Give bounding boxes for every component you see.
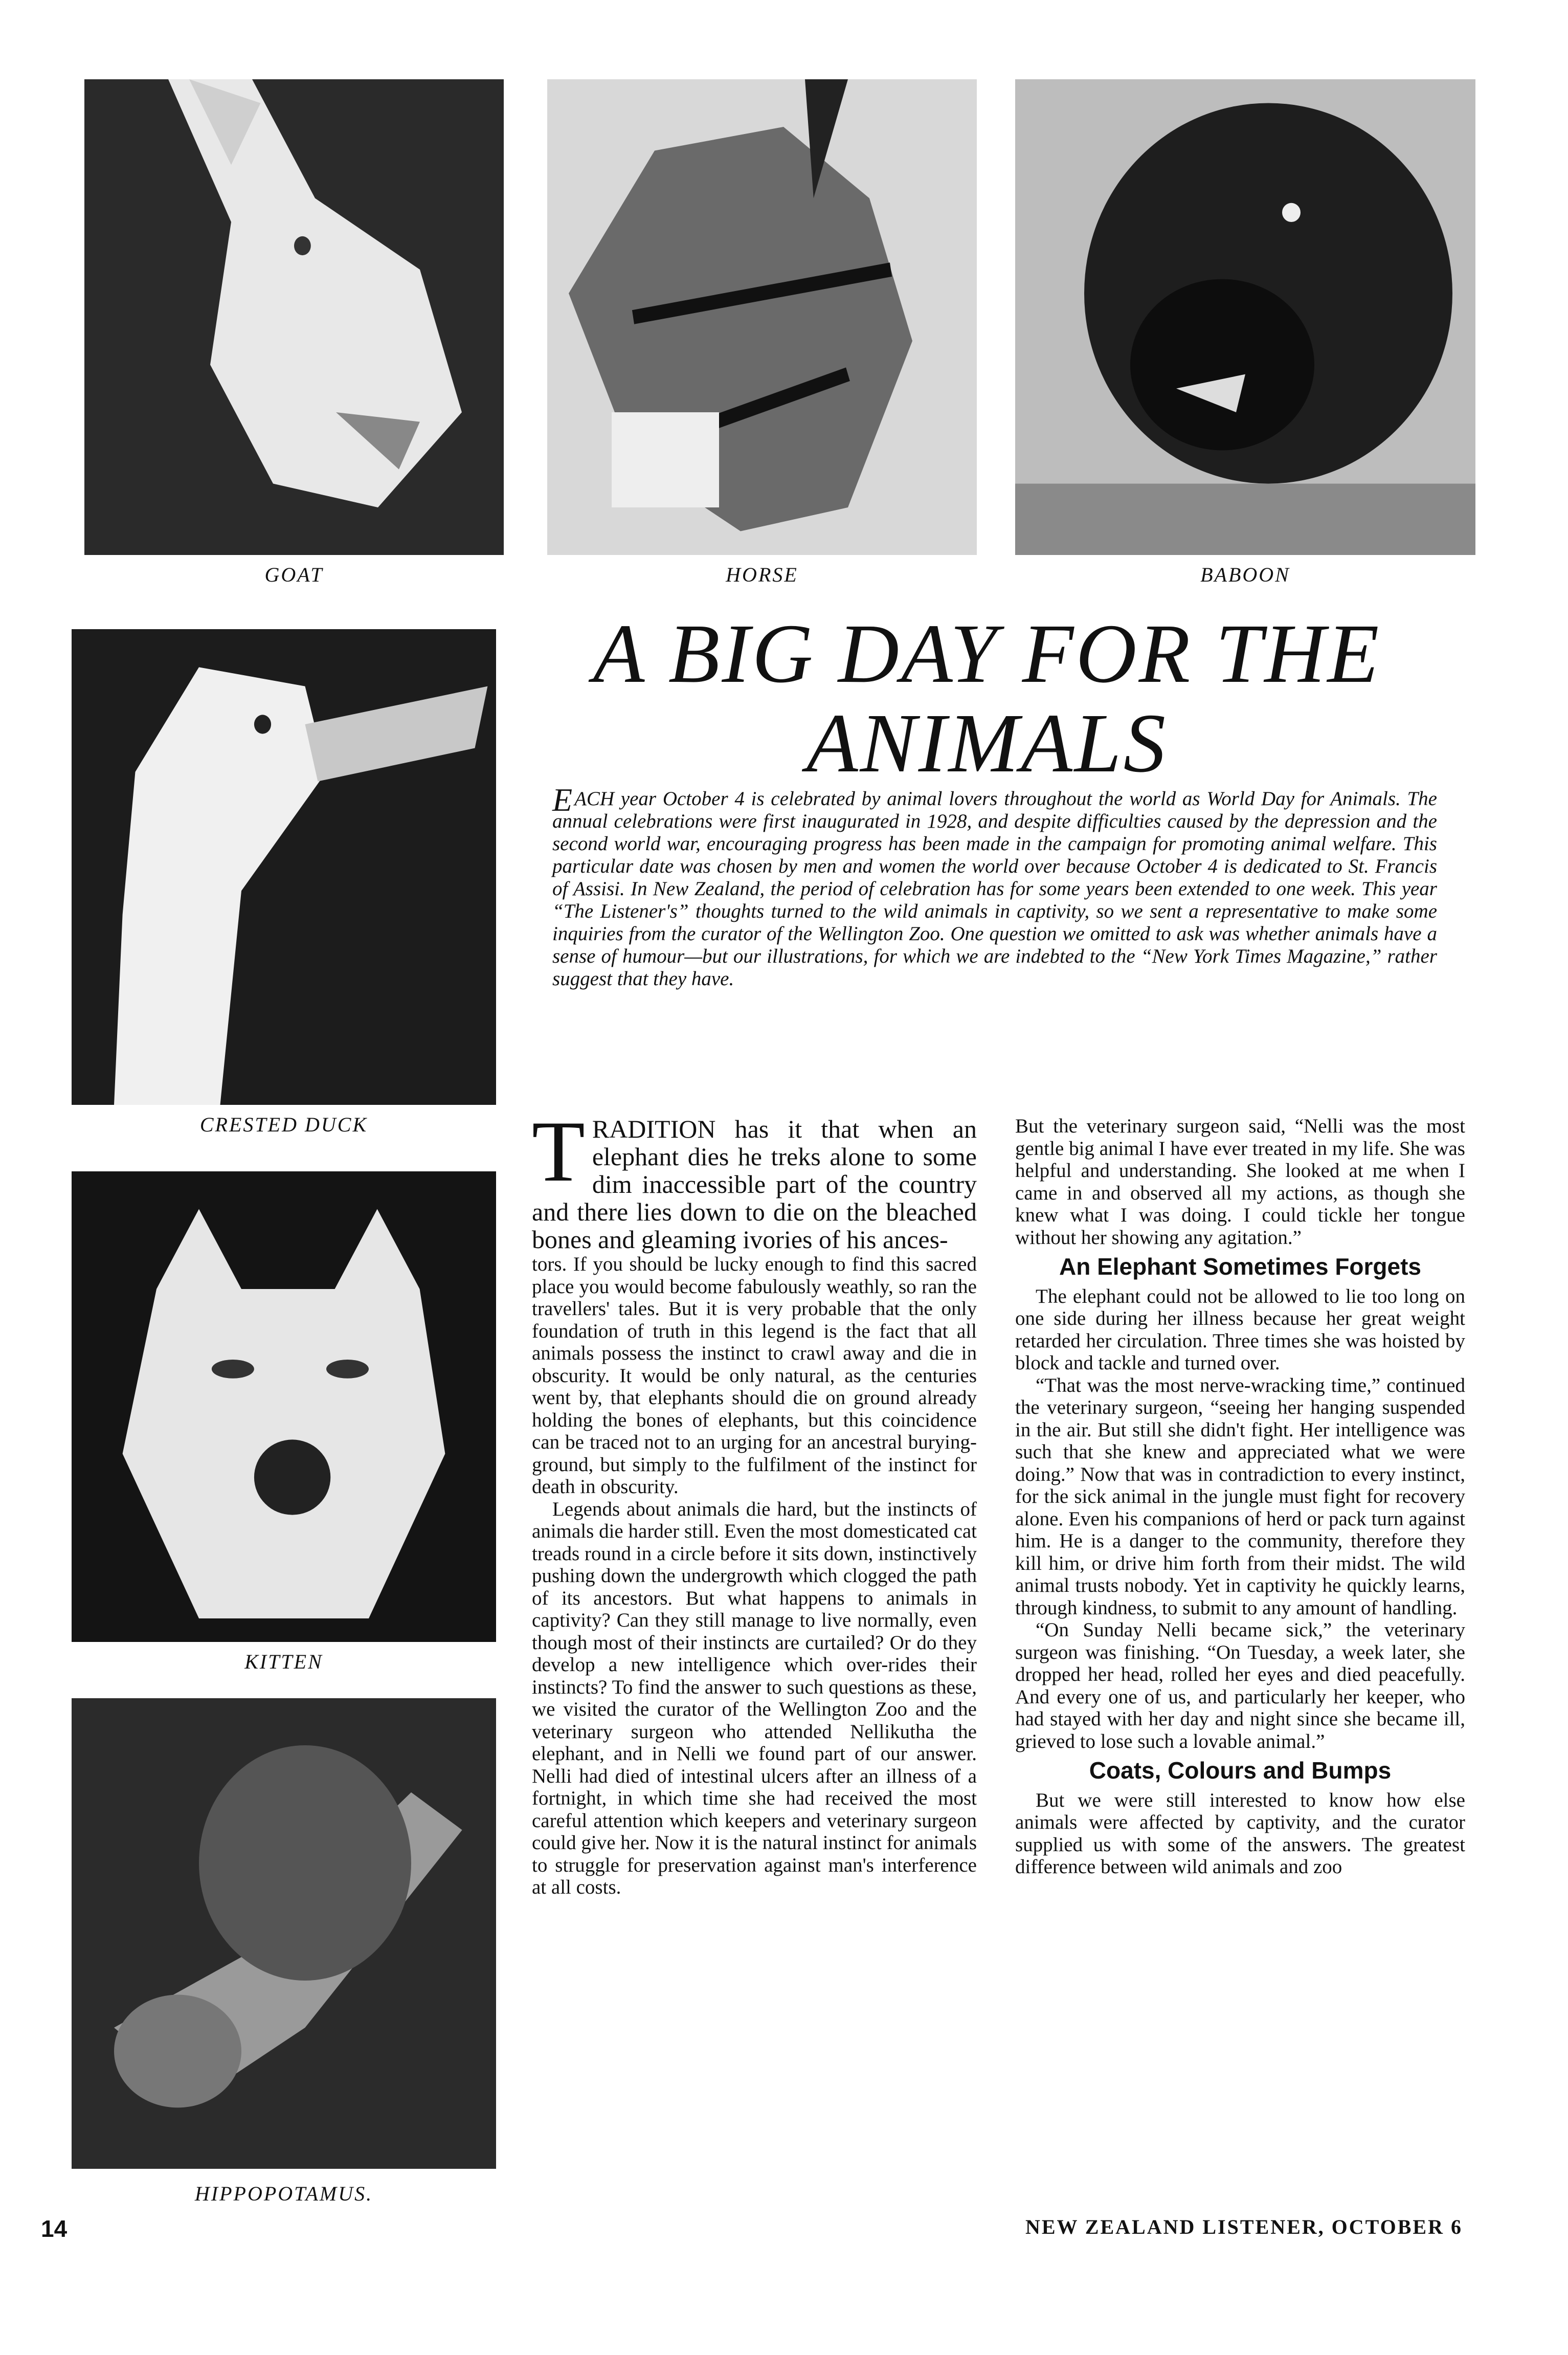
intro-text: ACH year October 4 is celebrated by animal lovers throughout the world as World Day for Animals. The annual celebrations were first inaugurated in 1928, and despite difficulties caused by the depression and the second world war, encouraging progress has been made in the campaign for promoting animal welfare. This particular date was chosen by men and women the world over because October 4 is dedicated to St. Francis of Assisi. In New Zealand, the period of celebration has for some years been extended to one week. This year “The Listener's” thoughts turned to the wild animals in captivity, so we sent a representative to make some inquiries from the curator of the Wellington Zoo. One question we omitted to ask was whether animals have a sense of humour—but our illustrations, for which we are indebted to the “New York Times Magazine,” rather suggest that they have. (552, 788, 1437, 990)
article-column-2 (1015, 1115, 1465, 1878)
article-column-1 (532, 1103, 977, 1899)
lead-paragraph: TRADITION has it that when an elephant dies he treks alone to some dim inaccessible part of the country and there lies down to die on the bleached bones and gleaming ivories of his ances- (532, 1103, 977, 1254)
horse-caption: HORSE (726, 563, 798, 586)
baboon-photo (1015, 79, 1475, 555)
kitten-photo (72, 1171, 496, 1642)
drop-cap: T (532, 1103, 585, 1199)
paragraph: “That was the most nerve-wracking time,” continued the veterinary surgeon, “seeing her hanging suspended in the air. But still she didn't fight. Her intelligence was such that she knew and appreciated what we were doing.” Now that was in contradiction to every instinct, for the sick animal in the jungle must fight for recovery alone. Even his companions of herd or pack turn against him. He is a danger to the community, therefore they kill him, or drive him forth from their midst. The wild animal trusts nobody. Yet in captivity he quickly learns, through kindness, to submit to any amount of handling. (1015, 1374, 1465, 1619)
paragraph: “On Sunday Nelli became sick,” the veterinary surgeon was finishing. “On Tuesday, a week later, she dropped her head, rolled her eyes and died peacefully. And every one of us, and particularly her keeper, who had stayed with her day and night since she became ill, grieved to lose such a lovable animal.” (1015, 1619, 1465, 1752)
intro-paragraph (552, 782, 1437, 990)
goat-photo (84, 79, 504, 555)
paragraph: The elephant could not be allowed to lie too long on one side during her illness because her great weight retarded her circulation. Three times she was hoisted by block and tackle and turned over. (1015, 1285, 1465, 1374)
paragraph: Legends about animals die hard, but the instincts of animals die harder still. Even the most domesticated cat treads round in a circle before it sits down, instinctively pushing down the undergrowth which clogged the path of its ancestors. But what happens to animals in captivity? Can they still manage to live normally, even though most of their instincts are curtailed? Or do they develop a new intelligence which over-rides their instincts? To find the answer to such questions as these, we visited the curator of the Wellington Zoo and the veterinary surgeon who attended Nellikutha the elephant, and in Nelli we found part of our answer. Nelli had died of intestinal ulcers after an illness of a fortnight, in which time she had received the most careful attention which keepers and veterinary surgeon could give her. Now it is the natural instinct for animals to struggle for preservation against man's interference at all costs. (532, 1498, 977, 1898)
paragraph: tors. If you should be lucky enough to find this sacred place you would become fabulously weathly, so ran the travellers' tales. But it is very probable that the only foundation of truth in this legend is the fact that all animals possess the instinct to crawl away and die in obscurity. It would be only natural, as the centuries went by, that elephants should die on ground already holding the bones of elephants, but this coincidence can be traced not to an urging for an ancestral burying-ground, but simply to the fulfilment of the instinct for death in obscurity. (532, 1253, 977, 1498)
kitten-caption: KITTEN (244, 1650, 323, 1673)
crested-duck-photo (72, 629, 496, 1105)
paragraph: But the veterinary surgeon said, “Nelli was the most gentle big animal I have ever treated in my life. She was helpful and understanding. She looked at me when I came in and observed all my actions, as though she knew what I was doing. I could tickle her tongue without her showing any agitation.” (1015, 1115, 1465, 1249)
headline: A BIG DAY FOR THE ANIMALS (593, 607, 1381, 790)
paragraph: But we were still interested to know how else animals were affected by captivity, and the curator supplied us with some of the answers. The greatest difference between wild animals and zoo (1015, 1789, 1465, 1878)
horse-photo (547, 79, 977, 555)
subheading: An Elephant Sometimes Forgets (1059, 1253, 1421, 1280)
hippopotamus-photo (72, 1698, 496, 2169)
intro-initial: E (552, 782, 573, 818)
goat-caption: GOAT (264, 563, 324, 586)
page-number: 14 (41, 2215, 68, 2242)
masthead-footer: NEW ZEALAND LISTENER, OCTOBER 6 (1025, 2215, 1463, 2238)
hippopotamus-caption: HIPPOPOTAMUS. (194, 2182, 373, 2205)
subheading: Coats, Colours and Bumps (1089, 1757, 1392, 1784)
baboon-caption: BABOON (1200, 563, 1290, 586)
crested-duck-caption: CRESTED DUCK (199, 1113, 368, 1136)
